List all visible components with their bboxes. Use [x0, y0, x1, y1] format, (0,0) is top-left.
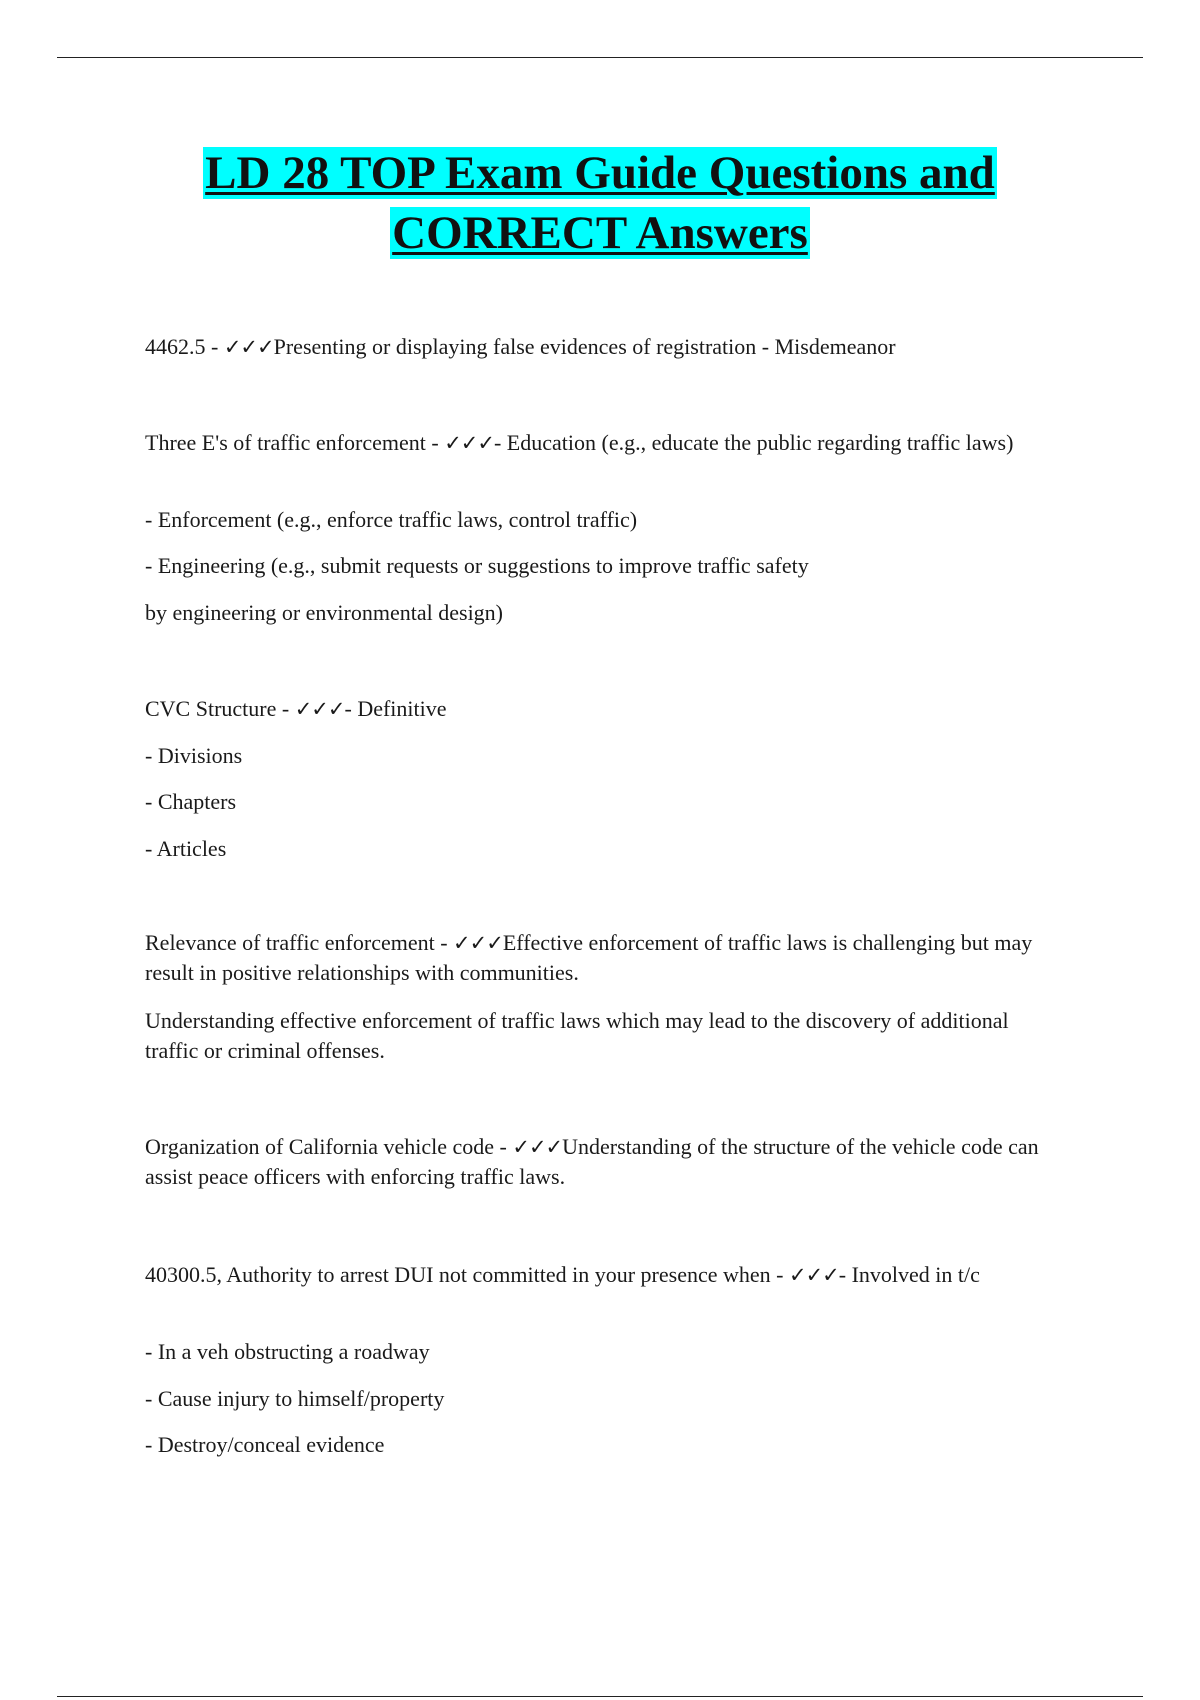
qa-item — [145, 694, 1055, 724]
bottom-rule — [57, 1696, 1143, 1697]
top-rule — [57, 57, 1143, 58]
qa-item — [145, 1132, 1055, 1192]
answer-text: - Definitive — [344, 696, 447, 721]
qa-item — [145, 928, 1055, 988]
answer-line: - In a veh obstructing a roadway — [145, 1339, 430, 1364]
question-text: 4462.5 - — [145, 334, 224, 359]
answer-line: - Chapters — [145, 789, 237, 814]
answer-line: - Enforcement (e.g., enforce traffic laws, control traffic) — [145, 507, 638, 532]
check-mark-icon: ✓✓✓ — [294, 697, 345, 721]
answer-text: - Education (e.g., educate the public regarding traffic laws) — [493, 430, 1014, 455]
answer-line: - Cause injury to himself/property — [145, 1386, 445, 1411]
question-text: Organization of California vehicle code - — [145, 1134, 513, 1159]
check-mark-icon: ✓✓✓ — [512, 1135, 563, 1159]
qa-item — [145, 332, 1055, 362]
check-mark-icon: ✓✓✓ — [223, 335, 274, 359]
answer-line: by engineering or environmental design) — [145, 600, 504, 625]
answer-line: - Articles — [145, 836, 227, 861]
question-text: Relevance of traffic enforcement - — [145, 930, 454, 955]
answer-line: - Destroy/conceal evidence — [145, 1432, 385, 1457]
qa-item — [145, 1260, 1055, 1290]
title-line-2: CORRECT Answers — [392, 207, 808, 259]
check-mark-icon: ✓✓✓ — [788, 1263, 839, 1287]
question-text: 40300.5, Authority to arrest DUI not committed in your presence when - — [145, 1262, 789, 1287]
check-mark-icon: ✓✓✓ — [444, 431, 494, 455]
question-text: Three E's of traffic enforcement - — [145, 430, 445, 455]
document-title — [0, 143, 1200, 263]
answer-text: - Involved in t/c — [838, 1262, 980, 1287]
title-line-1: LD 28 TOP Exam Guide Questions and — [205, 147, 995, 199]
question-text: CVC Structure - — [145, 696, 295, 721]
answer-line: Understanding effective enforcement of traffic laws which may lead to the discovery of additional traffic or criminal offenses. — [145, 1008, 1009, 1063]
answer-text: Understanding of the structure of the vehicle code can assist peace officers with enforcing traffic laws. — [145, 1134, 1039, 1189]
answer-line: - Divisions — [145, 743, 243, 768]
qa-item — [145, 428, 1055, 458]
answer-text: Presenting or displaying false evidences of registration - Misdemeanor — [273, 334, 896, 359]
check-mark-icon: ✓✓✓ — [453, 931, 503, 955]
answer-text: Effective enforcement of traffic laws is challenging but may result in positive relationships with communities. — [145, 930, 1033, 985]
answer-line: - Engineering (e.g., submit requests or suggestions to improve traffic safety — [145, 553, 809, 578]
